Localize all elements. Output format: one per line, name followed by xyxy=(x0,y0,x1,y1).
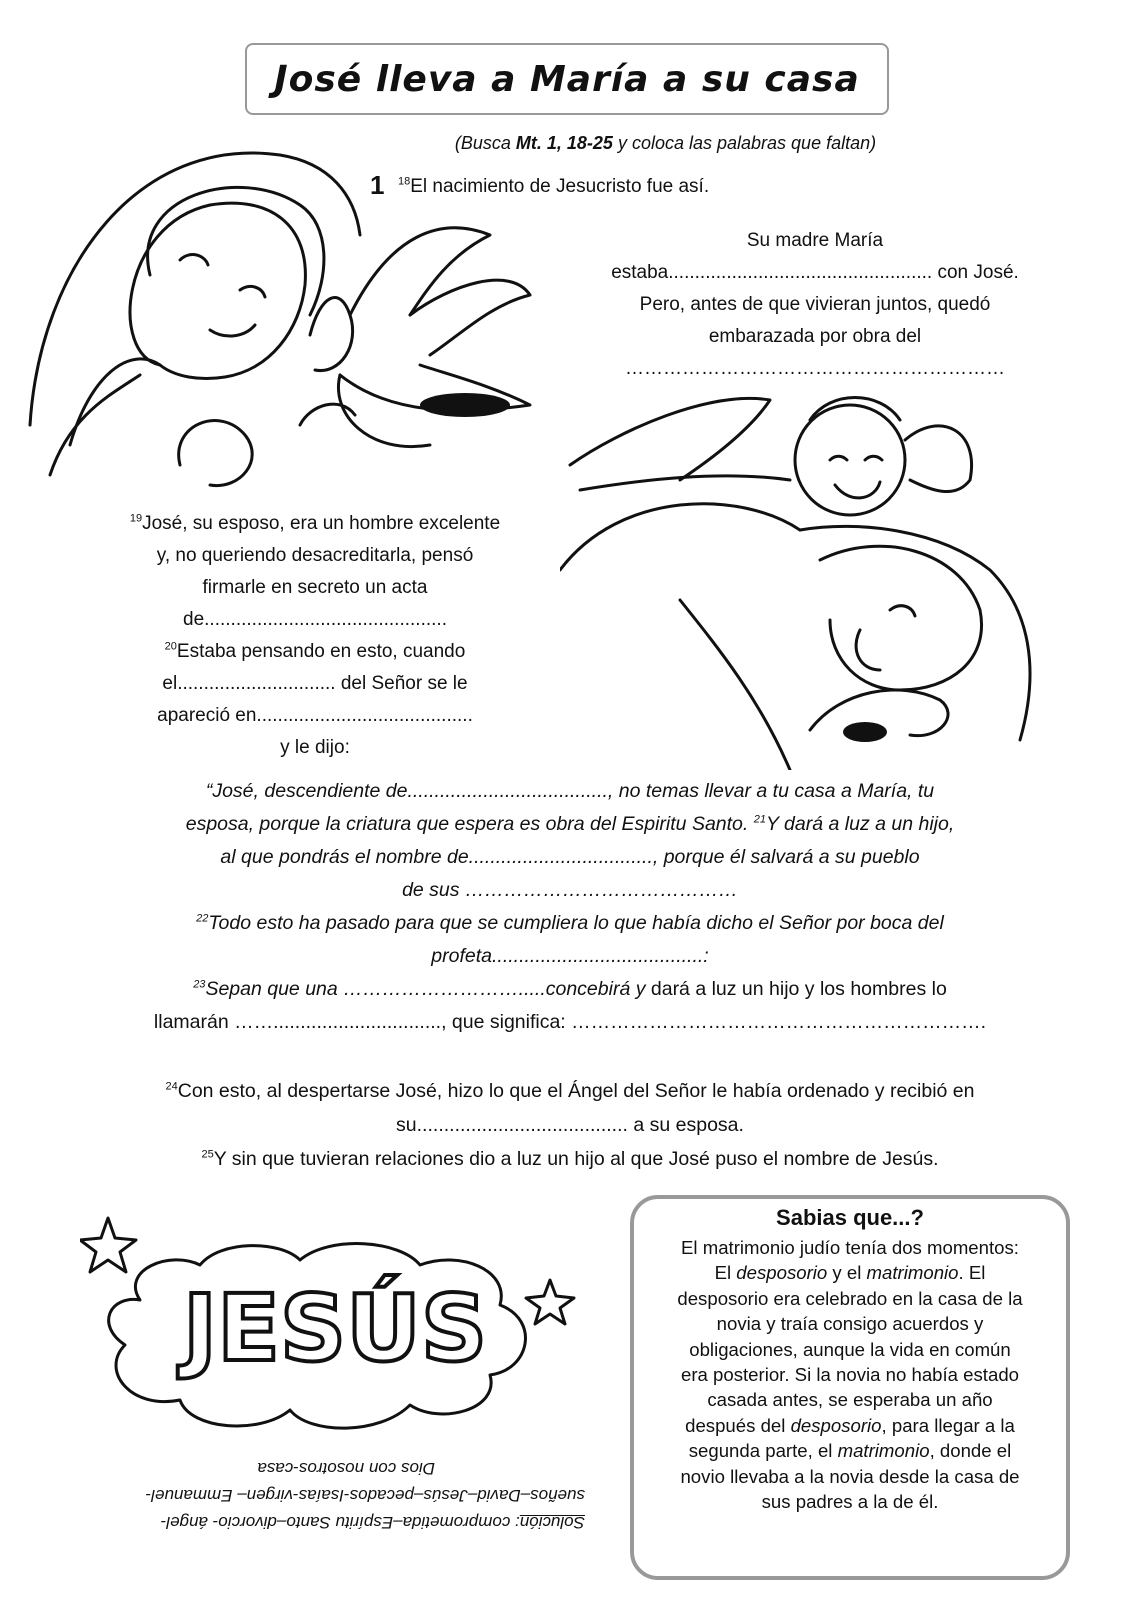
sabias-line: obligaciones, aunque la vida en común xyxy=(689,1338,1011,1360)
verse-num: 19 xyxy=(129,512,143,525)
sabias-line: segunda parte, el xyxy=(688,1440,838,1462)
sabias-line: El xyxy=(714,1262,737,1284)
text-line-blank: profeta.......................................: xyxy=(431,945,709,967)
sabias-term: desposorio xyxy=(736,1262,828,1284)
sabias-que-box xyxy=(630,1195,1070,1580)
title-box xyxy=(245,43,889,115)
verse-num: 25 xyxy=(201,1148,214,1161)
solution-line: Dios con nosotros-casa xyxy=(257,1459,435,1478)
text-line-blank: apareció en......................................... xyxy=(157,705,473,726)
instruction-prefix: (Busca xyxy=(454,133,516,153)
text-line: y le dijo: xyxy=(280,737,350,758)
text-line xyxy=(70,1142,1070,1176)
sabias-heading: Sabias que...? xyxy=(776,1205,924,1230)
text-line xyxy=(70,808,1070,841)
instruction-suffix: y coloca las palabras que faltan) xyxy=(612,133,877,153)
sabias-term: matrimonio xyxy=(837,1440,930,1462)
text-line xyxy=(70,973,1070,1006)
text-line: firmarle en secreto un acta xyxy=(202,577,428,598)
sabias-line: desposorio era celebrado en la casa de la xyxy=(677,1287,1023,1309)
verse-text: Todo esto ha pasado para que se cumpliera lo que había dicho el Señor por boca del xyxy=(208,912,944,934)
text-line: Pero, antes de que vivieran juntos, quedó xyxy=(639,294,991,315)
verse-text: dará a luz un hijo y los hombres lo xyxy=(650,978,947,1000)
angel-joseph-illustration xyxy=(560,370,1080,770)
sabias-text xyxy=(646,1235,1054,1514)
text-line-blank: llamarán ……..............................., que significa: ………………………………………………………. xyxy=(153,1011,987,1033)
text-line xyxy=(70,636,560,668)
text-line-blank: …………………………………………………… xyxy=(625,358,1005,379)
solution-label: Solución xyxy=(519,1513,585,1532)
text-line xyxy=(70,508,560,540)
sabias-line: casada antes, se esperaba un año xyxy=(707,1389,993,1411)
sabias-line: , donde el xyxy=(929,1440,1012,1462)
verse-num: 21 xyxy=(753,813,766,826)
verse-text: Estaba pensando en esto, cuando xyxy=(176,641,466,662)
sabias-term: matrimonio xyxy=(866,1262,959,1284)
sabias-line: , para llegar a la xyxy=(881,1414,1015,1436)
verse-text: Sepan que una ……………………….....concebirá y xyxy=(205,978,651,1000)
text-line: embarazada por obra del xyxy=(708,326,922,347)
text-line: al que pondrás el nombre de.................................., porque él salvará a su pueblo xyxy=(220,846,920,868)
text-line-blank: su....................................... a su esposa. xyxy=(396,1114,744,1136)
verse-num: 18 xyxy=(398,175,411,188)
sabias-term: desposorio xyxy=(790,1414,882,1436)
verse-text: Con esto, al despertarse José, hizo lo que el Ángel del Señor le había ordenado y recibió en xyxy=(177,1080,975,1102)
sabias-line: novia y traía consigo acuerdos y xyxy=(716,1313,984,1335)
paragraph-block-4 xyxy=(70,1074,1070,1176)
text-line-blank: de sus …………………………………… xyxy=(402,879,738,901)
solution-text: : comprometida–Espíritu Santo–divorcio- ángel- xyxy=(160,1513,520,1532)
verse-text: esposa, porque la criatura que espera es obra del Espiritu Santo. xyxy=(185,813,754,835)
solution-line xyxy=(65,1509,585,1536)
solution-line: sueños–David–Jesús–pecados-Isaías-virgen– Emmanuel- xyxy=(145,1486,585,1505)
sabias-line: El matrimonio judío tenía dos momentos: xyxy=(681,1237,1019,1258)
sabias-line: y el xyxy=(827,1262,867,1284)
sabias-line: sus padres a la de él. xyxy=(761,1491,939,1513)
solution-upside-down xyxy=(65,1455,585,1536)
text-line: y, no queriendo desacreditarla, pensó xyxy=(156,545,474,566)
text-line: “José, descendiente de....................................., no temas llevar a tu casa a María, tu xyxy=(205,780,935,802)
sabias-line: era posterior. Si la novia no había estado xyxy=(680,1364,1019,1386)
verse-text: Y dará a luz a un hijo, xyxy=(765,813,955,835)
paragraph-block-1 xyxy=(560,225,1070,385)
text-line xyxy=(70,1074,1070,1108)
verse-num: 22 xyxy=(196,912,209,925)
verse-num: 24 xyxy=(165,1080,178,1093)
page-title: José lleva a María a su casa xyxy=(274,58,860,100)
text-line-blank: el.............................. del Señor se le xyxy=(162,673,468,694)
text-line: Su madre María xyxy=(746,230,884,251)
sabias-line: después del xyxy=(685,1414,791,1436)
paragraph-block-2 xyxy=(70,508,560,764)
sabias-line: novio llevaba a la novia desde la casa de xyxy=(680,1465,1020,1487)
text-line-blank: de.............................................. xyxy=(183,609,447,630)
sabias-line: . El xyxy=(958,1262,986,1284)
jesus-word: JESÚS xyxy=(182,1275,488,1382)
verse-text: José, su esposo, era un hombre excelente xyxy=(142,513,501,534)
verse-num: 20 xyxy=(164,640,177,653)
text-line-blank: estaba.................................................. con José. xyxy=(611,262,1019,283)
mary-dove-illustration xyxy=(10,115,570,515)
instruction-ref: Mt. 1, 18-25 xyxy=(515,133,613,153)
quote-block xyxy=(70,775,1070,1039)
text-line xyxy=(70,907,1070,940)
verse-text: El nacimiento de Jesucristo fue así. xyxy=(410,176,710,197)
verse-text: Y sin que tuvieran relaciones dio a luz un hijo al que José puso el nombre de Jesús. xyxy=(213,1148,939,1170)
section-number: 1 xyxy=(370,170,385,200)
jesus-cloud-graphic xyxy=(80,1210,580,1450)
verse-num: 23 xyxy=(193,978,206,991)
